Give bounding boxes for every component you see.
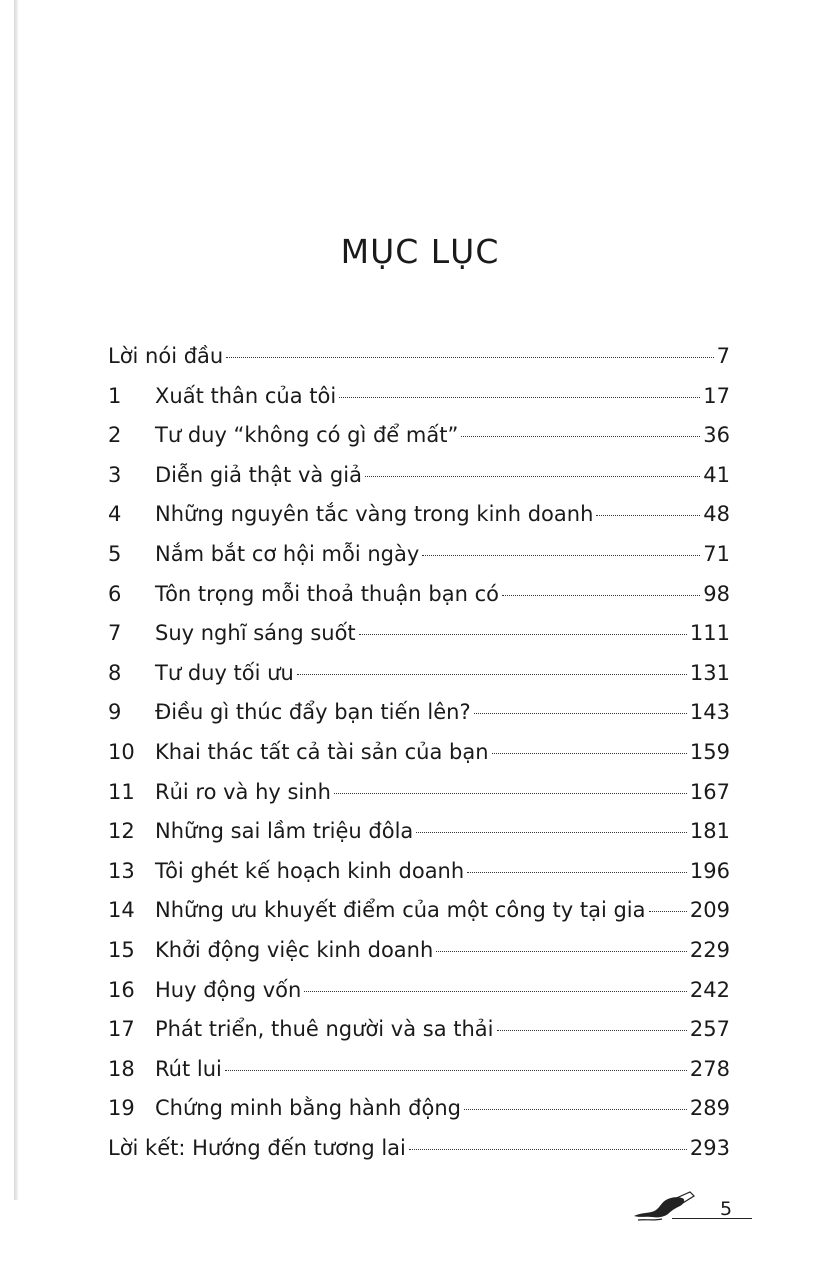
- chapter-number: 13: [108, 858, 135, 883]
- chapter-number: 3: [108, 462, 122, 487]
- toc-entry-line: [155, 898, 730, 922]
- chapter-title: Tôi ghét kế hoạch kinh doanh: [155, 858, 465, 883]
- toc-entry: [0, 338, 840, 378]
- chapter-title: Lời nói đầu: [108, 344, 224, 368]
- dot-leader: [649, 911, 687, 912]
- page-reference: 196: [689, 858, 730, 883]
- chapter-title: Huy động vốn: [155, 977, 302, 1002]
- chapter-number: 4: [108, 502, 122, 527]
- chapter-title: Những nguyên tắc vàng trong kinh doanh: [155, 502, 594, 527]
- chapter-number: 18: [108, 1056, 135, 1081]
- toc-entry-line: [155, 621, 730, 645]
- dot-leader: [226, 357, 713, 358]
- toc-entry-line: [155, 384, 730, 408]
- page-reference: 7: [716, 344, 730, 368]
- toc-entry-line: [155, 542, 730, 566]
- chapter-number: 6: [108, 581, 122, 606]
- page-reference: 181: [689, 819, 730, 844]
- dot-leader: [334, 793, 687, 794]
- toc-entry: [0, 892, 840, 932]
- toc-entry: [0, 417, 840, 457]
- dot-leader: [422, 555, 700, 556]
- toc-entry: [0, 1130, 840, 1170]
- toc-entry-line: [155, 1017, 730, 1041]
- dot-leader: [464, 1109, 687, 1110]
- dot-leader: [297, 674, 687, 675]
- chapter-title: Tôn trọng mỗi thoả thuận bạn có: [155, 581, 499, 606]
- toc-entry: [0, 774, 840, 814]
- chapter-number: 8: [108, 660, 122, 685]
- toc-entry: [0, 536, 840, 576]
- dot-leader: [359, 634, 687, 635]
- page-reference: 289: [689, 1096, 730, 1121]
- toc-entry-line: [108, 1136, 730, 1160]
- page-number: 5: [720, 1198, 733, 1220]
- page-reference: 98: [703, 581, 730, 606]
- toc-entry-line: [155, 938, 730, 962]
- dot-leader: [467, 872, 687, 873]
- page-reference: 159: [689, 740, 730, 764]
- page-reference: 293: [689, 1136, 730, 1160]
- toc-entry: [0, 972, 840, 1012]
- chapter-number: 19: [108, 1096, 135, 1121]
- toc-entry: [0, 734, 840, 774]
- dot-leader: [596, 515, 700, 516]
- toc-entry-line: [155, 978, 730, 1002]
- chapter-number: 12: [108, 819, 135, 844]
- page-title: MỤC LỤC: [340, 232, 500, 271]
- page-reference: 131: [689, 660, 730, 685]
- toc-entry-line: [155, 582, 730, 606]
- chapter-number: 14: [108, 898, 135, 923]
- dot-leader: [365, 476, 700, 477]
- pen-flourish-icon: [632, 1190, 702, 1226]
- chapter-number: 10: [108, 740, 135, 764]
- chapter-title: Tư duy tối ưu: [155, 660, 294, 685]
- toc-entry: [0, 853, 840, 893]
- page-reference: 167: [689, 779, 730, 804]
- dot-leader: [339, 397, 700, 398]
- chapter-title: Rủi ro và hy sinh: [155, 779, 331, 804]
- footer-rule: [672, 1218, 752, 1219]
- chapter-number: 5: [108, 542, 122, 566]
- toc-entry-line: [155, 740, 730, 764]
- toc-entry-line: [155, 502, 730, 526]
- toc-entry: [0, 576, 840, 616]
- toc-entry: [0, 496, 840, 536]
- toc-entry-line: [155, 859, 730, 883]
- chapter-title: Những sai lầm triệu đôla: [155, 819, 414, 844]
- toc-entry-line: [155, 463, 730, 487]
- chapter-title: Rút lui: [155, 1056, 222, 1081]
- page-reference: 257: [689, 1017, 730, 1042]
- chapter-number: 1: [108, 383, 122, 408]
- toc-entry: [0, 1051, 840, 1091]
- page-reference: 17: [703, 383, 730, 408]
- chapter-title: Những ưu khuyết điểm của một công ty tại gia: [155, 898, 646, 923]
- toc-entry-line: [155, 819, 730, 843]
- page-reference: 48: [703, 502, 730, 527]
- chapter-number: 15: [108, 938, 135, 962]
- chapter-title: Lời kết: Hướng đến tương lai: [108, 1136, 406, 1160]
- toc-entry: [0, 813, 840, 853]
- chapter-title: Tư duy “không có gì để mất”: [155, 423, 459, 448]
- chapter-title: Diễn giả thật và giả: [155, 462, 362, 487]
- dot-leader: [225, 1070, 687, 1071]
- chapter-title: Chứng minh bằng hành động: [155, 1096, 461, 1121]
- toc-entry: [0, 378, 840, 418]
- dot-leader: [416, 832, 687, 833]
- page-reference: 36: [703, 423, 730, 448]
- page-reference: 229: [689, 938, 730, 962]
- dot-leader: [492, 753, 687, 754]
- toc-entry-line: [155, 1096, 730, 1120]
- toc-entry: [0, 1090, 840, 1130]
- dot-leader: [436, 951, 687, 952]
- chapter-title: Xuất thân của tôi: [155, 383, 337, 408]
- toc-entry: [0, 457, 840, 497]
- page-reference: 143: [689, 700, 730, 725]
- dot-leader: [461, 436, 700, 437]
- page-reference: 41: [703, 462, 730, 487]
- chapter-title: Suy nghĩ sáng suốt: [155, 621, 356, 646]
- chapter-number: 17: [108, 1017, 135, 1042]
- dot-leader: [502, 595, 700, 596]
- chapter-number: 16: [108, 977, 135, 1002]
- toc-entry: [0, 932, 840, 972]
- page-reference: 111: [689, 621, 730, 646]
- page-reference: 278: [689, 1056, 730, 1081]
- page-reference: 242: [689, 977, 730, 1002]
- toc-entry: [0, 655, 840, 695]
- chapter-number: 2: [108, 423, 122, 448]
- toc-entry: [0, 694, 840, 734]
- toc-entry-line: [155, 700, 730, 724]
- chapter-number: 11: [108, 779, 135, 804]
- chapter-title: Khai thác tất cả tài sản của bạn: [155, 740, 489, 764]
- chapter-number: 9: [108, 700, 122, 725]
- dot-leader: [474, 713, 687, 714]
- toc-entry-line: [108, 344, 730, 368]
- chapter-title: Khởi động việc kinh doanh: [155, 938, 434, 962]
- toc-entry-line: [155, 780, 730, 804]
- toc-entry-line: [155, 1057, 730, 1081]
- dot-leader: [497, 1030, 687, 1031]
- toc-entry-line: [155, 661, 730, 685]
- chapter-title: Điều gì thúc đẩy bạn tiến lên?: [155, 700, 471, 725]
- page-reference: 71: [703, 542, 730, 566]
- dot-leader: [409, 1149, 687, 1150]
- toc-entry-line: [155, 423, 730, 447]
- page-footer: [632, 1190, 742, 1230]
- toc-entry: [0, 1011, 840, 1051]
- dot-leader: [304, 991, 687, 992]
- chapter-title: Phát triển, thuê người và sa thải: [155, 1017, 494, 1042]
- toc-entry: [0, 615, 840, 655]
- page-reference: 209: [689, 898, 730, 923]
- chapter-number: 7: [108, 621, 122, 646]
- chapter-title: Nắm bắt cơ hội mỗi ngày: [155, 542, 420, 566]
